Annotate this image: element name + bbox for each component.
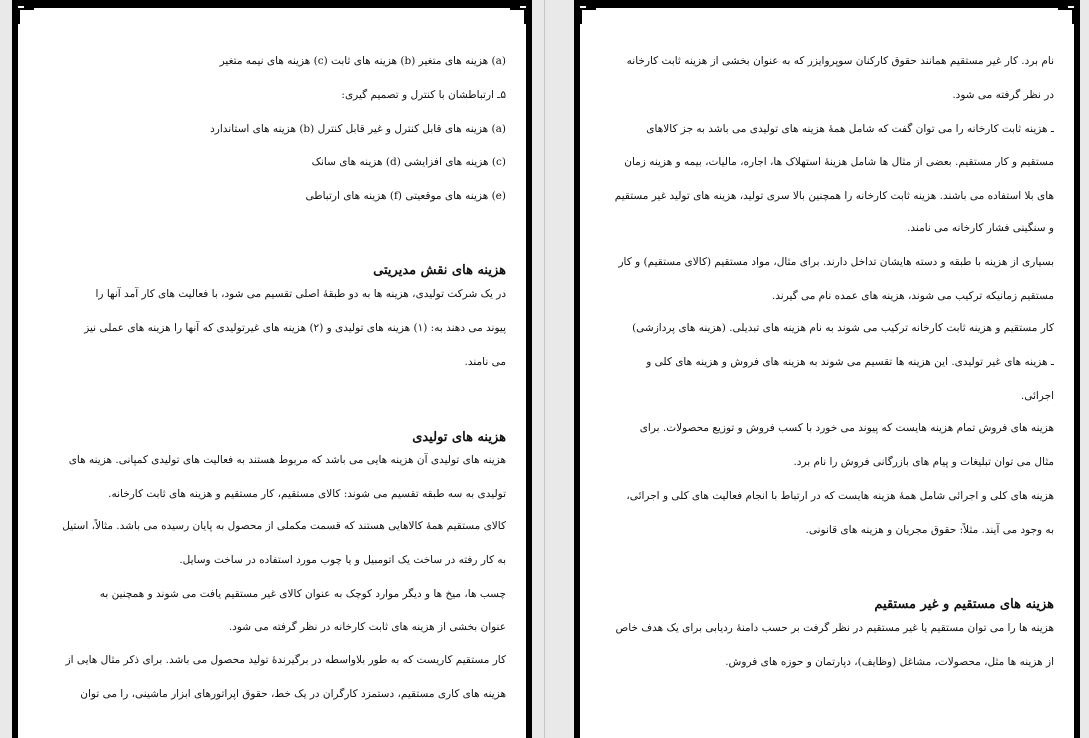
list-line: (e) هزینه های موقعیتی (f) هزینه های ارتباطی [305, 190, 506, 202]
paragraph-line: کار مستقیم و هزینه ثابت کارخانه ترکیب می شوند به نام هزینه های تبدیلی. (هزینه های پردازشی) [632, 322, 1054, 334]
paragraph-line: هزینه های فروش تمام هزینه هایست که پیوند می خورد با کسب فروش و توزیع محصولات. برای [639, 422, 1054, 434]
paragraph-line: هزینه های کلی و اجرائی شامل همۀ هزینه هایست که در ارتباط با انجام فعالیت های کلی و اجرائی، [626, 490, 1054, 502]
paragraph-line: هزینه های کاری مستقیم، دستمزد کارگران در یک خط، حقوق اپراتورهای ابزار ماشینی، را می توان [80, 688, 506, 700]
paragraph-line: به وجود می آیند. مثلاً: حقوق مجریان و هزینه های قانونی. [805, 524, 1054, 536]
page-corner-mark [510, 8, 526, 24]
paragraph-line: پیوند می دهند به: (۱) هزینه های تولیدی و (۲) هزینه های غیرتولیدی که آنها را هزینه های عملی نیز [84, 322, 506, 334]
paragraph-line: در یک شرکت تولیدی، هزینه ها به دو طبقۀ اصلی تقسیم می شود، با فعالیت های کار آمد آنها را [95, 288, 506, 300]
paragraph-line: چسب ها، میخ ها و دیگر موارد کوچک به عنوان کالای غیر مستقیم یافت می شوند و همچنین به [99, 588, 506, 600]
paragraph-line: هزینه ها را می توان مستقیم یا غیر مستقیم در نظر گرفت بر حسب دامنۀ ردیابی برای یک هدف خاص [615, 622, 1054, 634]
paragraph-line: مثال می توان تبلیغات و پیام های بازرگانی فروش را نام برد. [793, 456, 1054, 468]
page-corner-mark [580, 8, 596, 24]
paragraph-line: عنوان بخشی از هزینه های ثابت کارخانه در نظر گرفته می شود. [228, 621, 506, 633]
paragraph-line: ـ هزینه ثابت کارخانه را می توان گفت که شامل همۀ هزینه های تولیدی می باشد به جز کالاهای [646, 123, 1054, 135]
paragraph-line: به کار رفته در ساخت یک اتومبیل و یا چوب مورد استفاده در ساخت وسایل. [179, 554, 506, 566]
paragraph-line: از هزینه ها مثل، محصولات، مشاغل (وظایف)، دپارتمان و حوزه های فروش. [725, 656, 1054, 668]
paragraph-line: کالای مستقیم همۀ کالاهایی هستند که قسمت مکملی از محصول به پایان رسیده می باشد. مثالاً، استیل [62, 520, 506, 532]
paragraph-line: های بلا استفاده می باشند. هزینه ثابت کارخانه را همچنین بالا سری تولید، هزینه های تولید غیر مستقیم [614, 190, 1054, 202]
list-line: (c) هزینه های افزایشی (d) هزینه های سانک [311, 156, 506, 168]
list-line: (a) هزینه های قابل کنترل و غیر قابل کنترل (b) هزینه های استاندارد [210, 123, 506, 135]
document-page-right [574, 0, 1080, 738]
paragraph-line: ـ هزینه های غیر تولیدی. این هزینه ها تقسیم می شوند به هزینه های فروش و هزینه های کلی و [646, 356, 1054, 368]
paragraph-line: کار مستقیم کاریست که به طور بلاواسطه در برگیرندۀ تولید محصول می باشد. برای ذکر مثال هایی از [65, 654, 506, 666]
paragraph-line: مستقیم زمانیکه ترکیب می شوند، هزینه های عمده نام می گیرند. [771, 290, 1054, 302]
list-line: ۵ـ ارتباطشان با کنترل و تصمیم گیری: [341, 89, 506, 101]
page-corner-mark [1058, 8, 1074, 24]
section-heading: هزینه های تولیدی [412, 430, 506, 445]
section-heading: هزینه های نقش مدیریتی [373, 263, 506, 278]
paragraph-line: و سنگینی فشار کارخانه می نامند. [907, 222, 1054, 234]
section-heading: هزینه های مستقیم و غیر مستقیم [874, 597, 1054, 612]
page-corner-mark [18, 8, 34, 24]
paragraph-line: هزینه های تولیدی آن هزینه هایی می باشد که مربوط هستند به فعالیت های تولیدی کمپانی. هزینه های [68, 454, 506, 466]
list-line: (a) هزینه های متغیر (b) هزینه های ثابت (c) هزینه های نیمه متغیر [219, 55, 506, 67]
paragraph-line: در نظر گرفته می شود. [952, 89, 1054, 101]
page-divider [544, 0, 545, 738]
paragraph-line: تولیدی به سه طبقه تقسیم می شوند: کالای مستقیم، کار مستقیم و هزینه های ثابت کارخانه. [108, 488, 506, 500]
document-page-left [12, 0, 532, 738]
paragraph-line: بسیاری از هزینه با طبقه و دسته هایشان تداخل دارند. برای مثال، مواد مستقیم (کالای مستقیم) و کار [618, 256, 1054, 268]
paragraph-line: اجرائی. [1020, 390, 1054, 402]
paragraph-line: نام برد. کار غیر مستقیم همانند حقوق کارکنان سوپروایزر که به عنوان بخشی از هزینه ثابت کارخانه [626, 55, 1054, 67]
paragraph-line: مستقیم و کار مستقیم. بعضی از مثال ها شامل هزینۀ استهلاک ها، اجاره، مالیات، بیمه و هزینه زمان [624, 156, 1054, 168]
paragraph-line: می نامند. [464, 356, 506, 368]
